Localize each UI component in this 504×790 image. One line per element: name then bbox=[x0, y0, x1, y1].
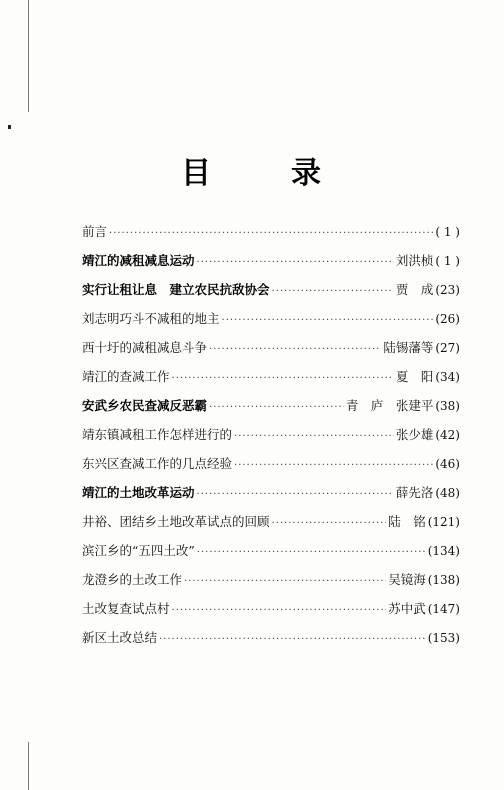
page-title-char-1: 目 bbox=[181, 156, 213, 191]
toc-entry-page-number: (147) bbox=[427, 602, 460, 616]
dot-leader bbox=[197, 248, 394, 277]
toc-entry-page-number: (153) bbox=[427, 631, 460, 645]
dot-leader bbox=[209, 393, 344, 422]
toc-entry-page-number: (138) bbox=[427, 573, 460, 587]
dot-leader bbox=[234, 422, 394, 451]
dot-leader bbox=[159, 625, 426, 654]
toc-entry-page-number: (134) bbox=[427, 544, 460, 558]
toc-entry bbox=[82, 420, 460, 449]
toc-entry bbox=[82, 565, 460, 594]
toc-entry-title: 靖江的土地改革运动 bbox=[82, 485, 195, 500]
binding-edge-line-bottom bbox=[28, 742, 29, 790]
toc-entry bbox=[82, 507, 460, 536]
toc-entry bbox=[82, 333, 460, 362]
toc-entry-page-number: (46) bbox=[435, 457, 460, 471]
toc-entry-title: 西十圩的减租减息斗争 bbox=[82, 340, 208, 355]
toc-entry-title: 东兴区查减工作的几点经验 bbox=[82, 456, 233, 471]
toc-entry-page-number: (121) bbox=[427, 515, 460, 529]
toc-entry bbox=[82, 478, 460, 507]
toc-entry bbox=[82, 594, 460, 623]
dot-leader bbox=[234, 451, 433, 480]
toc-entry bbox=[82, 304, 460, 333]
toc-entry-title: 前言 bbox=[82, 224, 108, 239]
toc-entry-title: 靖江的查减工作 bbox=[82, 369, 170, 384]
toc-entry-author: 陆锡藩等 bbox=[383, 340, 434, 355]
toc-entry-title: 靖江的减租减息运动 bbox=[82, 253, 195, 268]
toc-entry bbox=[82, 217, 460, 246]
toc-entry-title: 井裕、团结乡土地改革试点的回顾 bbox=[82, 514, 270, 529]
toc-entry-title: 龙澄乡的土改工作 bbox=[82, 572, 183, 587]
toc-entry-page-number: (26) bbox=[435, 312, 460, 326]
toc-entry-author: 陆 铭 bbox=[388, 514, 426, 529]
toc-entry-title: 靖东镇减租工作怎样进行的 bbox=[82, 427, 233, 442]
toc-entry-page-number: (38) bbox=[435, 399, 460, 413]
toc-entry-title: 实行让租让息 建立农民抗敌协会 bbox=[82, 282, 270, 297]
toc-entry-page-number: ( 1 ) bbox=[435, 225, 460, 239]
table-of-contents bbox=[82, 217, 460, 652]
dot-leader bbox=[172, 596, 387, 625]
toc-entry-page-number: (42) bbox=[435, 428, 460, 442]
toc-entry-title: 新区土改总结 bbox=[82, 630, 158, 645]
toc-entry-author: 薛先洛 bbox=[395, 485, 434, 500]
toc-entry bbox=[82, 362, 460, 391]
page-title-char-2: 录 bbox=[291, 156, 323, 191]
toc-entry-author: 贾 成 bbox=[395, 282, 434, 297]
toc-entry-author: 苏中武 bbox=[388, 601, 426, 616]
toc-entry-page-number: ( 1 ) bbox=[435, 254, 460, 268]
toc-entry-title: 安武乡农民查减反恶霸 bbox=[82, 398, 208, 413]
dot-leader bbox=[209, 335, 381, 364]
dot-leader bbox=[272, 277, 394, 306]
dot-leader bbox=[197, 538, 426, 567]
dot-leader bbox=[172, 364, 394, 393]
toc-entry-page-number: (48) bbox=[435, 486, 460, 500]
dot-leader bbox=[197, 480, 394, 509]
toc-entry bbox=[82, 275, 460, 304]
binding-edge-line-top bbox=[28, 0, 29, 112]
dot-leader bbox=[222, 306, 434, 335]
dot-leader bbox=[272, 509, 387, 538]
toc-entry-author: 青 庐 张建平 bbox=[345, 398, 434, 413]
toc-entry-author: 夏 阳 bbox=[395, 369, 434, 384]
toc-entry-page-number: (23) bbox=[435, 283, 460, 297]
toc-entry bbox=[82, 246, 460, 275]
page-title bbox=[0, 148, 504, 192]
toc-entry-author: 吴镜海 bbox=[388, 572, 426, 587]
dot-leader bbox=[184, 567, 386, 596]
toc-entry-title: 滨江乡的“五四土改” bbox=[82, 543, 195, 558]
toc-entry-page-number: (34) bbox=[435, 370, 460, 384]
toc-entry bbox=[82, 623, 460, 652]
toc-entry-author: 刘洪桢 bbox=[395, 253, 434, 268]
dot-leader bbox=[109, 219, 433, 248]
scan-mark bbox=[8, 125, 11, 129]
toc-entry bbox=[82, 536, 460, 565]
toc-entry-title: 土改复查试点村 bbox=[82, 601, 170, 616]
toc-entry bbox=[82, 391, 460, 420]
toc-entry-page-number: (27) bbox=[435, 341, 460, 355]
toc-entry-title: 刘志明巧斗不减租的地主 bbox=[82, 311, 220, 326]
toc-entry bbox=[82, 449, 460, 478]
toc-entry-author: 张少雄 bbox=[395, 427, 434, 442]
